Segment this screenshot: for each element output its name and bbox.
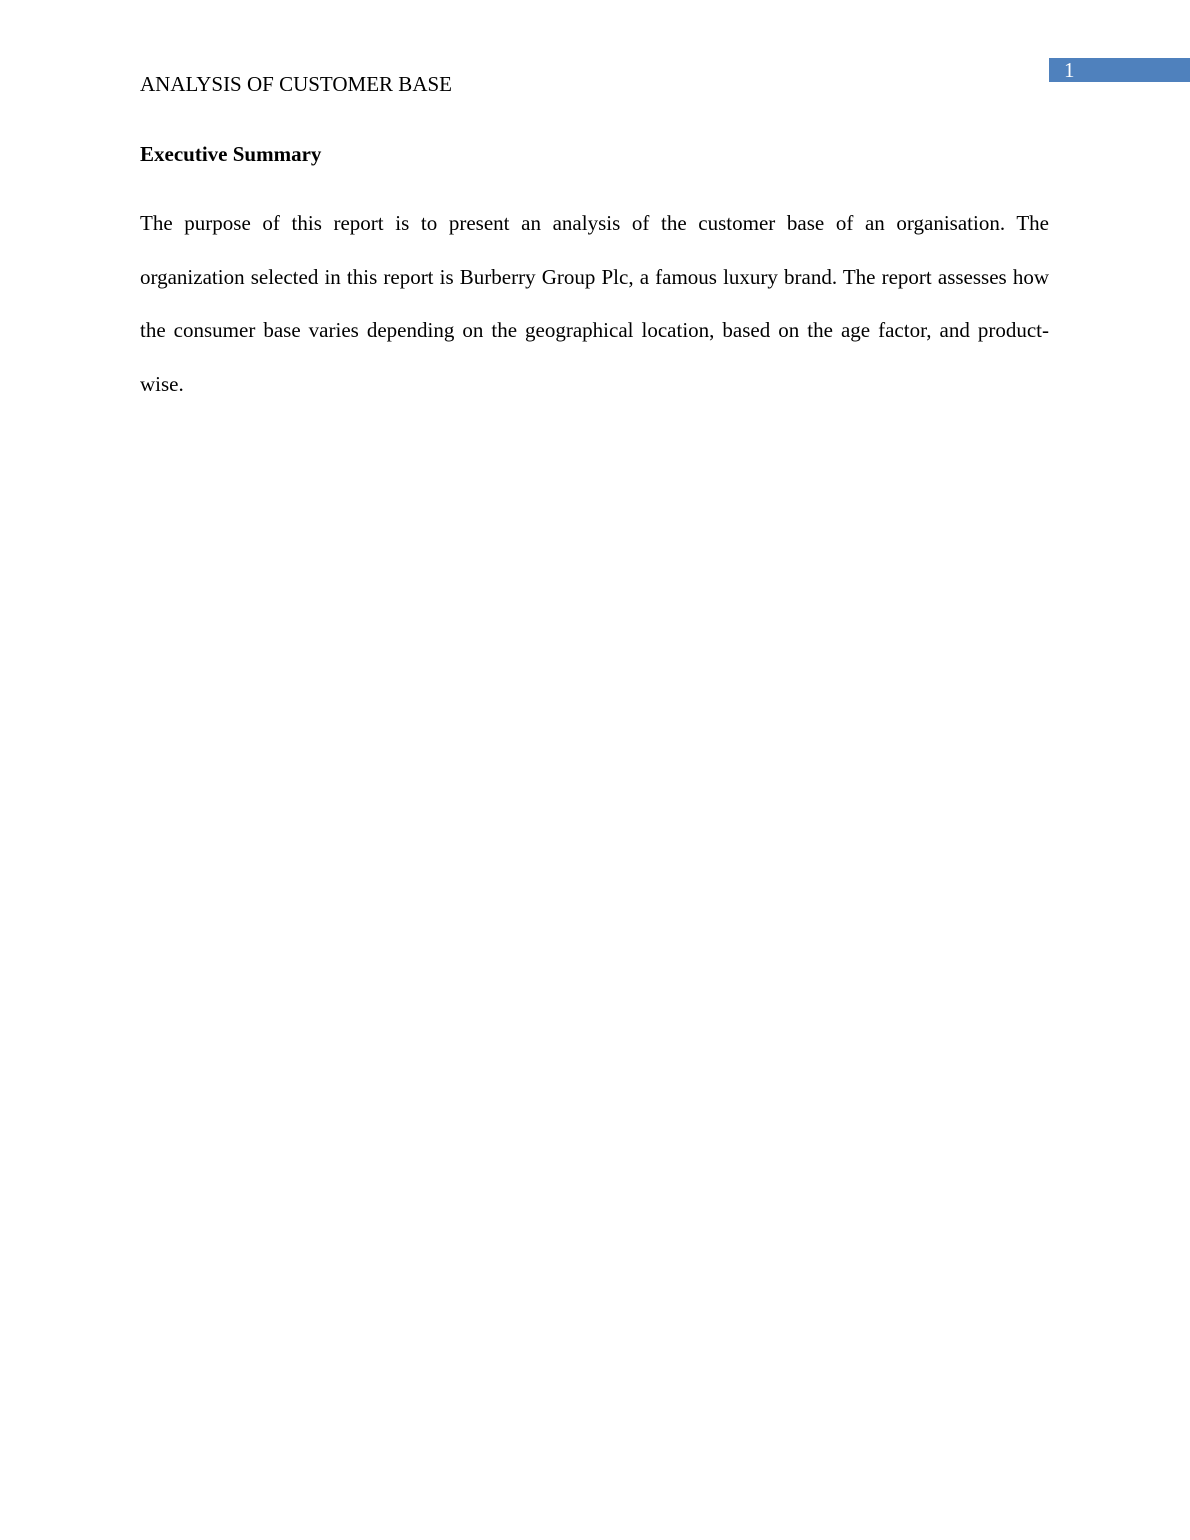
page-number-tab bbox=[1049, 58, 1190, 82]
section-heading: Executive Summary bbox=[140, 142, 322, 166]
running-header-title: ANALYSIS OF CUSTOMER BASE bbox=[140, 72, 452, 96]
executive-summary-paragraph: The purpose of this report is to present an analysis of the customer base of an organisation. The organization selected in this report is Burberry Group Plc, a famous luxury brand. The report assesses how the consumer base varies depending on the geographical location, based on the age factor, and product-wise. bbox=[140, 211, 1049, 397]
page-number: 1 bbox=[1064, 58, 1075, 82]
